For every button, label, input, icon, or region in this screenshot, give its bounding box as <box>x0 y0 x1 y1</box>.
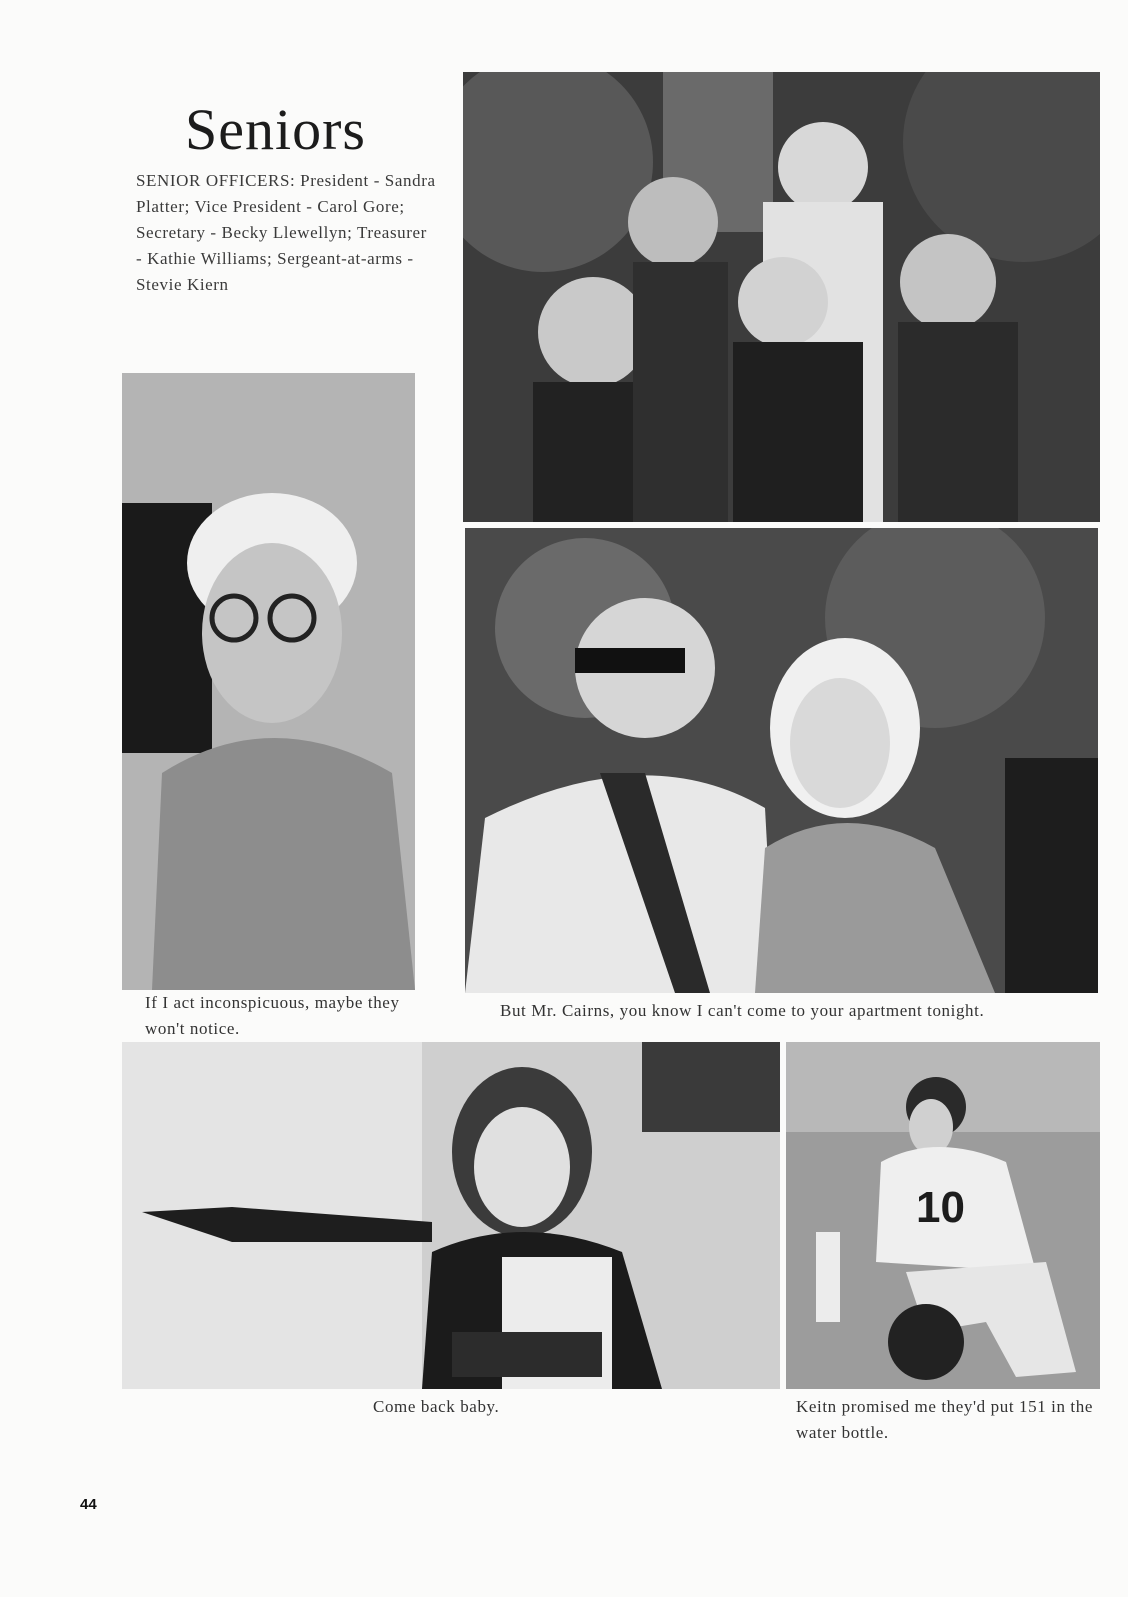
football-player-photo <box>786 1042 1100 1389</box>
senior-officers-text: SENIOR OFFICERS: President - Sandra Platter; Vice President - Carol Gore; Secretary - Becky Llewellyn; Treasurer - Kathie Williams; Sergeant-at-arms - Stevie Kiern <box>136 171 436 294</box>
student-pointing-caption: Come back baby. <box>373 1397 500 1416</box>
student-pointing-photo <box>122 1042 780 1389</box>
teacher-and-student-caption: But Mr. Cairns, you know I can't come to your apartment tonight. <box>500 1001 985 1020</box>
football-player-caption: Keitn promised me they'd put 151 in the water bottle. <box>796 1397 1094 1442</box>
student-with-glasses-caption: If I act inconspicuous, maybe they won't notice. <box>145 993 400 1038</box>
page-title: Seniors <box>185 97 366 162</box>
student-with-glasses-photo <box>122 373 415 990</box>
page-number: 44 <box>80 1496 97 1513</box>
svg-text:10: 10 <box>916 1183 965 1232</box>
teacher-and-student-photo <box>465 528 1098 993</box>
senior-officers-group-photo <box>463 72 1100 522</box>
